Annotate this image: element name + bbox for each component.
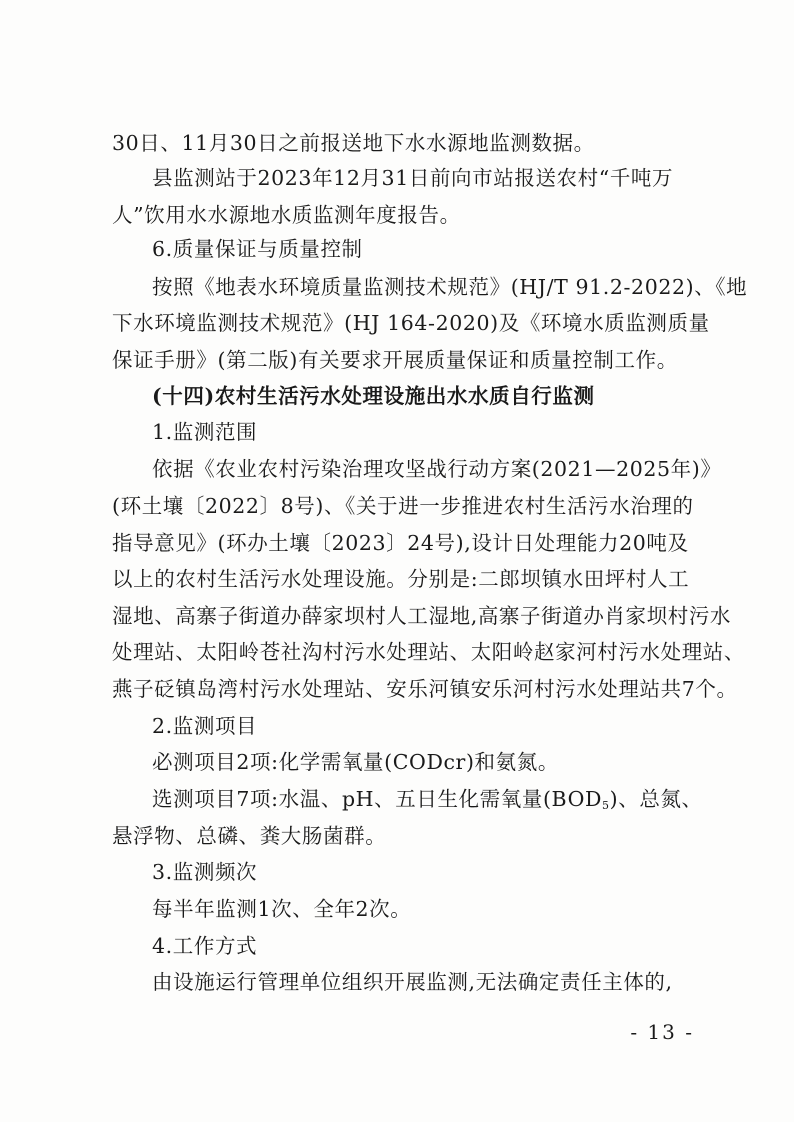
- text-line: 人”饮用水水源地水质监测年度报告。: [112, 203, 461, 227]
- text-line: 湿地、高寨子街道办薛家坝村人工湿地,高寨子街道办肖家坝村污水: [112, 604, 732, 628]
- text-line: [152, 784, 703, 821]
- text-segment: 选测项目7项:水温、pH、五日生化需氧量(BOD: [152, 787, 603, 811]
- text-line: 每半年监测1次、全年2次。: [152, 897, 412, 921]
- text-line: 指导意见》(环办土壤〔2023〕24号),设计日处理能力20吨及: [112, 531, 689, 555]
- text-line: 处理站、太阳岭苍社沟村污水处理站、太阳岭赵家河村污水处理站、: [112, 640, 745, 664]
- text-line: (环土壤〔2022〕8号)、《关于进一步推进农村生活污水治理的: [112, 494, 694, 518]
- text-line: 30日、11月30日之前报送地下水水源地监测数据。: [112, 131, 595, 155]
- subscript: 5: [602, 799, 610, 812]
- text-line: 保证手册》(第二版)有关要求开展质量保证和质量控制工作。: [112, 348, 678, 372]
- section-heading: 4.工作方式: [152, 934, 258, 958]
- section-heading: 1.监测范围: [152, 420, 258, 444]
- text-line: 以上的农村生活污水处理设施。分别是:二郎坝镇水田坪村人工: [112, 567, 690, 591]
- text-line: 燕子砭镇岛湾村污水处理站、安乐河镇安乐河村污水处理站共7个。: [112, 677, 738, 701]
- text-segment: )、总氮、: [609, 787, 703, 811]
- text-line: 由设施运行管理单位组织开展监测,无法确定责任主体的,: [152, 970, 673, 994]
- text-line: 县监测站于2023年12月31日前向市站报送农村“千吨万: [152, 166, 674, 190]
- section-heading: 3.监测频次: [152, 860, 258, 884]
- text-line: 按照《地表水环境质量监测技术规范》(HJ/T 91.2-2022)、《地: [152, 275, 748, 299]
- section-heading: 6.质量保证与质量控制: [152, 237, 363, 261]
- section-heading: 2.监测项目: [152, 714, 258, 738]
- page-number: - 13 -: [630, 1020, 694, 1044]
- text-line: 依据《农业农村污染治理攻坚战行动方案(2021—2025年)》: [152, 457, 722, 481]
- text-line: 必测项目2项:化学需氧量(CODcr)和氨氮。: [152, 750, 559, 774]
- chapter-heading: (十四)农村生活污水处理设施出水水质自行监测: [152, 384, 595, 408]
- text-line: 悬浮物、总磷、粪大肠菌群。: [112, 824, 387, 848]
- text-line: 下水环境监测技术规范》(HJ 164-2020)及《环境水质监测质量: [112, 311, 710, 335]
